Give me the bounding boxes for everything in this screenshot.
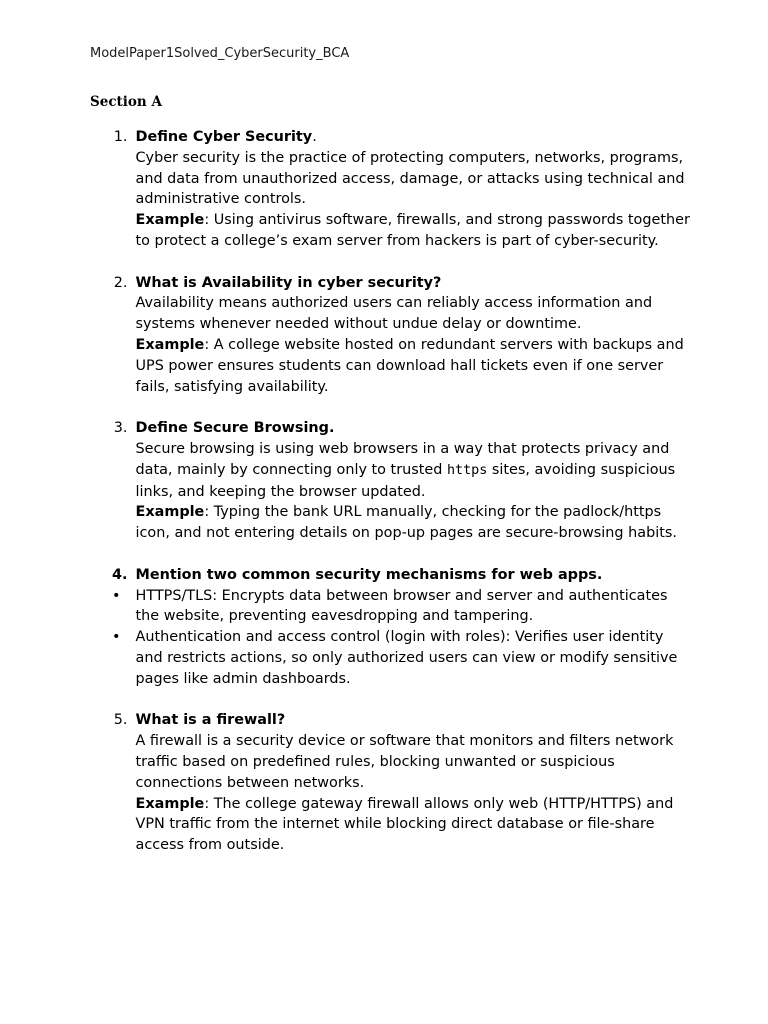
question-number: 5. xyxy=(113,712,128,729)
example-body: : Typing the bank URL manually, checking for the padlock/https icon, and not entering details on pop-up pages are secure-browsing habits. xyxy=(135,504,677,542)
question-2 xyxy=(90,273,690,398)
bullet-text: HTTPS/TLS: Encrypts data between browser and server and authenticates the website, preventing eavesdropping and tampering. xyxy=(135,587,668,625)
example-text xyxy=(90,210,690,252)
answer-text xyxy=(90,439,690,502)
question-text: Define Cyber Security xyxy=(135,129,313,145)
answer-text: Cyber security is the practice of protecting computers, networks, programs, and data from unauthorized access, damage, or attacks using technical and administrative controls. xyxy=(135,149,685,208)
section-title: Section A xyxy=(90,94,162,110)
answer-part-b: sites, avoiding suspicious links, and keeping the browser updated. xyxy=(135,461,676,500)
example-text xyxy=(90,502,690,544)
question-text: What is Availability in cyber security? xyxy=(135,274,442,291)
example-body: : Using antivirus software, firewalls, and strong passwords together to protect a college’s exam server from hackers is part of cyber-security. xyxy=(135,212,690,249)
question-punct: . xyxy=(312,129,317,145)
list-item xyxy=(90,586,690,628)
example-body: : The college gateway firewall allows only web (HTTP/HTTPS) and VPN traffic from the internet while blocking direct database or file-share access from outside. xyxy=(135,795,674,854)
example-label: Example xyxy=(135,212,205,229)
question-number: 1. xyxy=(113,129,128,145)
example-text xyxy=(90,794,690,856)
question-text: Mention two common security mechanisms for web apps. xyxy=(135,566,603,583)
example-label: Example xyxy=(135,795,205,812)
question-number: 4. xyxy=(112,566,128,583)
example-label: Example xyxy=(135,504,205,521)
bullet-icon: • xyxy=(112,587,121,604)
question-list xyxy=(90,127,690,877)
question-text: What is a firewall? xyxy=(135,712,286,729)
question-5 xyxy=(90,710,690,856)
answer-text: Availability means authorized users can reliably access information and systems whenever needed without undue delay or downtime. xyxy=(135,295,653,333)
bullet-text: Authentication and access control (login with roles): Verifies user identity and restricts actions, so only authorized users can view or modify sensitive pages like admin dashboards. xyxy=(135,629,678,687)
question-text: Define Secure Browsing. xyxy=(135,420,335,437)
list-item xyxy=(90,627,690,689)
answer-text: A firewall is a security device or software that monitors and filters network traffic based on predefined rules, blocking unwanted or suspicious connections between networks. xyxy=(135,733,674,791)
example-text xyxy=(90,335,690,397)
question-4 xyxy=(90,565,690,690)
bullet-icon: • xyxy=(112,629,121,646)
example-body: : A college website hosted on redundant servers with backups and UPS power ensures students can download hall tickets even if one server fails, satisfying availability. xyxy=(135,336,684,395)
example-label: Example xyxy=(135,336,205,353)
question-1 xyxy=(90,127,690,252)
document-header: ModelPaper1Solved_CyberSecurity_BCA xyxy=(90,46,350,61)
question-3 xyxy=(90,418,690,544)
answer-part-a: Secure browsing is using web browsers in a way that protects privacy and data, mainly by connecting only to trusted xyxy=(135,440,670,478)
question-number: 2. xyxy=(113,274,128,291)
question-number: 3. xyxy=(113,420,128,437)
https-code: https xyxy=(446,462,488,478)
